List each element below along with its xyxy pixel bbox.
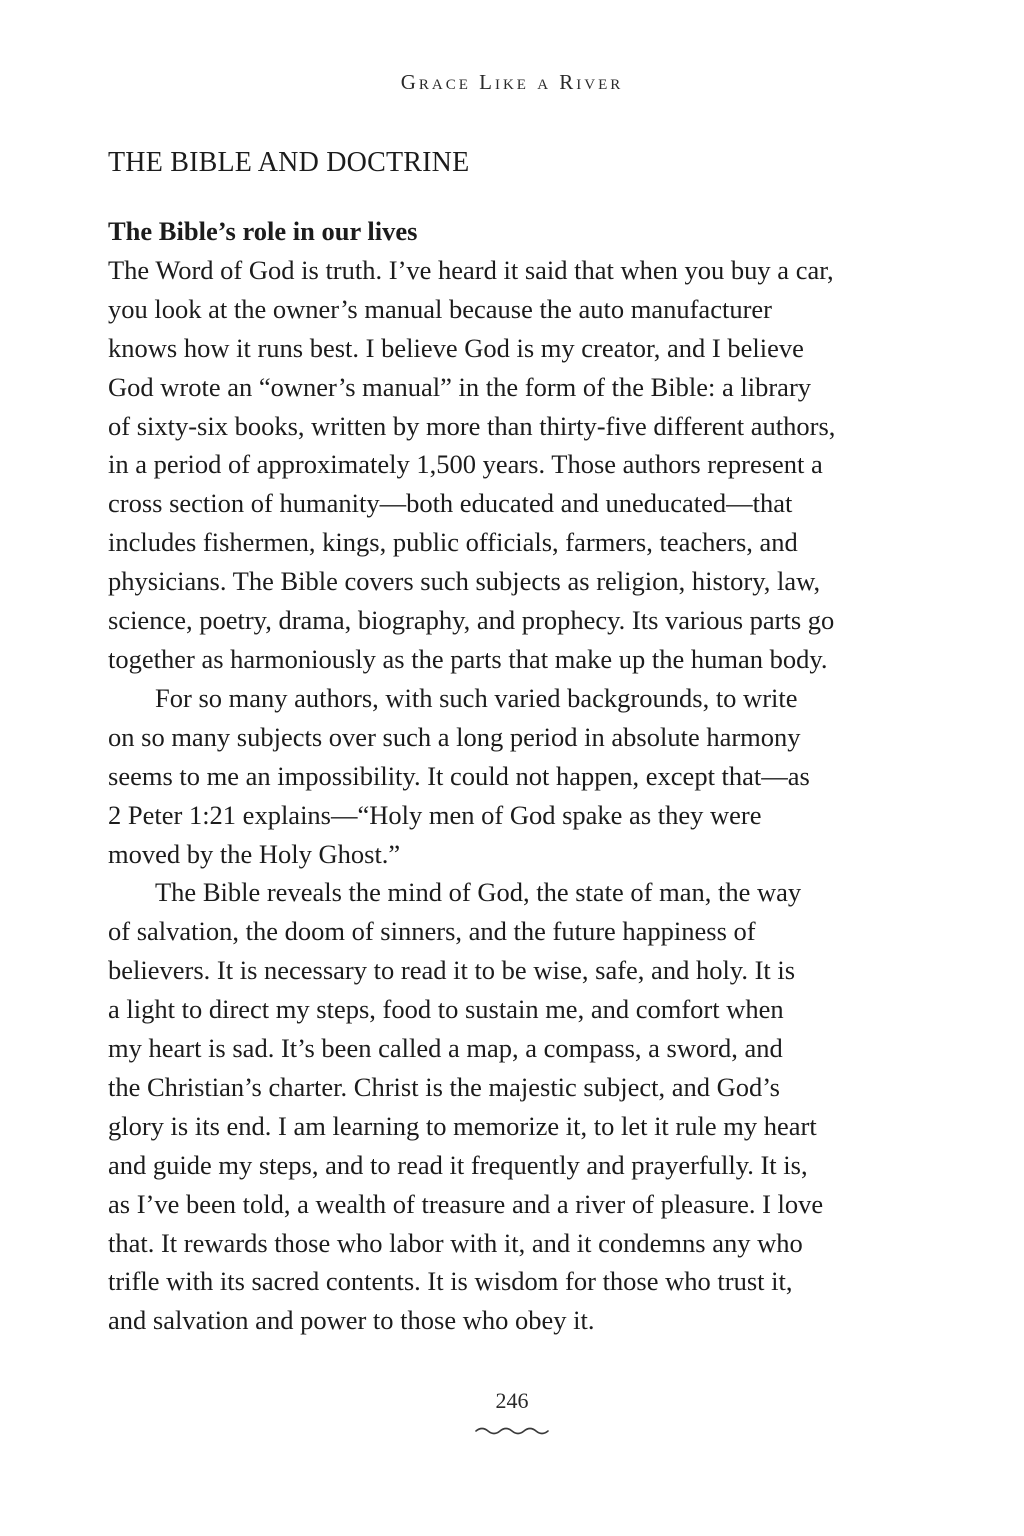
text-line: moved by the Holy Ghost.” (108, 838, 401, 869)
text-line: of salvation, the doom of sinners, and the future happiness of (108, 916, 756, 947)
paragraph-2 (108, 679, 908, 874)
subheading: The Bible’s role in our lives (108, 216, 418, 246)
text-line: and salvation and power to those who obey it. (108, 1305, 595, 1336)
text-line: the Christian’s charter. Christ is the majestic subject, and God’s (108, 1071, 780, 1102)
text-line: believers. It is necessary to read it to be wise, safe, and holy. It is (108, 955, 796, 986)
text-line: For so many authors, with such varied backgrounds, to write (155, 682, 798, 713)
running-head: Grace Like a River (400, 70, 624, 94)
text-line: The Word of God is truth. I’ve heard it said that when you buy a car, (108, 254, 834, 285)
text-line: together as harmoniously as the parts that make up the human body. (108, 643, 828, 674)
page-number: 246 (495, 1388, 529, 1413)
text-line: glory is its end. I am learning to memorize it, to let it rule my heart (108, 1110, 817, 1141)
paragraph-1 (108, 251, 908, 679)
text-line: a light to direct my steps, food to sustain me, and comfort when (108, 994, 784, 1025)
text-line: cross section of humanity—both educated and uneducated—that (108, 488, 793, 519)
text-line: 2 Peter 1:21 explains—“Holy men of God spake as they were (108, 799, 762, 830)
body-text (108, 212, 908, 1340)
text-line: seems to me an impossibility. It could not happen, except that—as (108, 760, 810, 791)
text-line: you look at the owner’s manual because the auto manufacturer (108, 293, 772, 324)
text-line: physicians. The Bible covers such subjects as religion, history, law, (108, 566, 821, 597)
text-line: God wrote an “owner’s manual” in the form of the Bible: a library (108, 371, 812, 402)
text-line: of sixty-six books, written by more than thirty-five different authors, (108, 410, 836, 441)
text-line: knows how it runs best. I believe God is my creator, and I believe (108, 332, 804, 363)
text-line: that. It rewards those who labor with it, and it condemns any who (108, 1227, 803, 1258)
text-line: on so many subjects over such a long period in absolute harmony (108, 721, 801, 752)
wave-ornament-icon (474, 1424, 552, 1436)
text-line: trifle with its sacred contents. It is wisdom for those who trust it, (108, 1266, 793, 1297)
section-title: THE BIBLE AND DOCTRINE (108, 147, 470, 178)
text-line: as I’ve been told, a wealth of treasure and a river of pleasure. I love (108, 1188, 824, 1219)
text-line: in a period of approximately 1,500 years. Those authors represent a (108, 449, 823, 480)
text-line: and guide my steps, and to read it frequently and prayerfully. It is, (108, 1149, 808, 1180)
text-line: includes fishermen, kings, public officials, farmers, teachers, and (108, 527, 798, 558)
text-line: science, poetry, drama, biography, and prophecy. Its various parts go (108, 605, 835, 636)
text-line: The Bible reveals the mind of God, the state of man, the way (155, 877, 802, 908)
paragraph-3 (108, 873, 908, 1340)
text-line: my heart is sad. It’s been called a map, a compass, a sword, and (108, 1033, 783, 1064)
